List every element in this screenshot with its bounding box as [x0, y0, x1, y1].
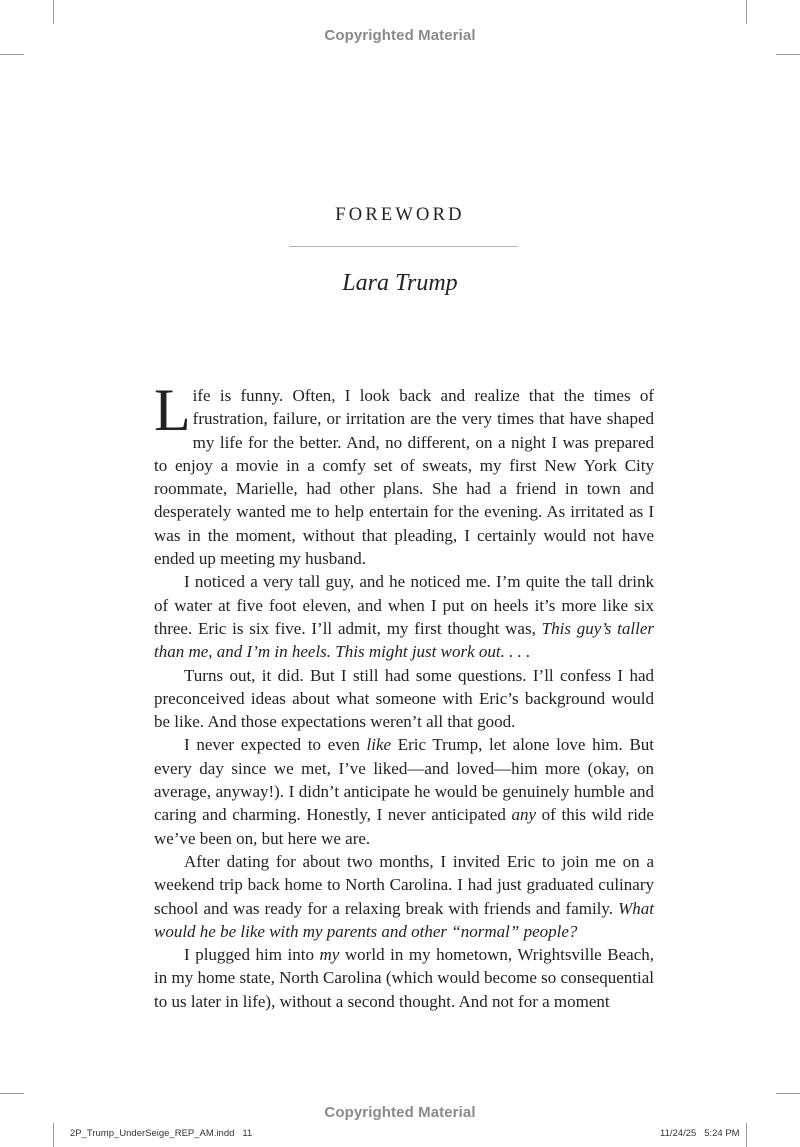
body-text: [154, 377, 655, 1013]
chapter-author: Lara Trump: [342, 270, 458, 296]
paragraph: I plugged him into my world in my hometown, Wrightsville Beach, in my home state, North Carolina (which would become so consequential to us later in life), without a second thought. And not for a moment: [154, 945, 654, 1011]
paragraph: Turns out, it did. But I still had some questions. I’ll confess I had preconceived ideas about what someone with Eric’s background would be like. And those expectations weren’t all that good.: [154, 665, 654, 732]
drop-cap: L: [154, 377, 191, 443]
chapter-title: FOREWORD: [335, 205, 465, 225]
crop-mark: [0, 54, 24, 55]
paragraph: I noticed a very tall guy, and he noticed me. I’m quite the tall drink of water at five foot eleven, and when I put on heels it’s more like six three. Eric is six five. I’ll admit, my first thought was, This guy’s taller than me, and I’m in heels. This might just work out. . . .: [154, 572, 654, 662]
crop-mark: [53, 1123, 54, 1147]
copyright-watermark-bottom: Copyrighted Material: [324, 1104, 476, 1121]
crop-mark: [746, 0, 747, 24]
slug-file-info: 2P_Trump_UnderSeige_REP_AM.indd 11: [70, 1128, 253, 1139]
slug-datetime: 11/24/25 5:24 PM: [660, 1128, 740, 1139]
crop-mark: [746, 1123, 747, 1147]
paragraph: After dating for about two months, I invited Eric to join me on a weekend trip back home to North Carolina. I had just graduated culinary school and was ready for a relaxing break with friends and family. What would he be like with my parents and other “normal” people?: [154, 851, 654, 941]
crop-mark: [776, 54, 800, 55]
title-divider: [289, 246, 518, 247]
crop-mark: [0, 1093, 24, 1094]
crop-mark: [776, 1093, 800, 1094]
paragraph: I never expected to even like Eric Trump, let alone love him. But every day since we met, I’ve liked—and loved—him more (okay, on average, anyway!). I didn’t anticipate he would be genuinely humble and caring and charming. Honestly, I never anticipated any of this wild ride we’ve been on, but here we are.: [154, 735, 655, 848]
copyright-watermark-top: Copyrighted Material: [324, 27, 476, 44]
crop-mark: [53, 0, 54, 24]
paragraph: Life is funny. Often, I look back and realize that the times of frustration, failure, or irritation are the very times that have shaped my life for the better. And, no different, on a night I was prepared to enjoy a movie in a comfy set of sweats, my first New York City roommate, Marielle, had other plans. She had a friend in town and desperately wanted me to help entertain for the evening. As irritated as I was in the moment, without that pleading, I certainly would not have ended up meeting my husband.: [154, 377, 654, 569]
